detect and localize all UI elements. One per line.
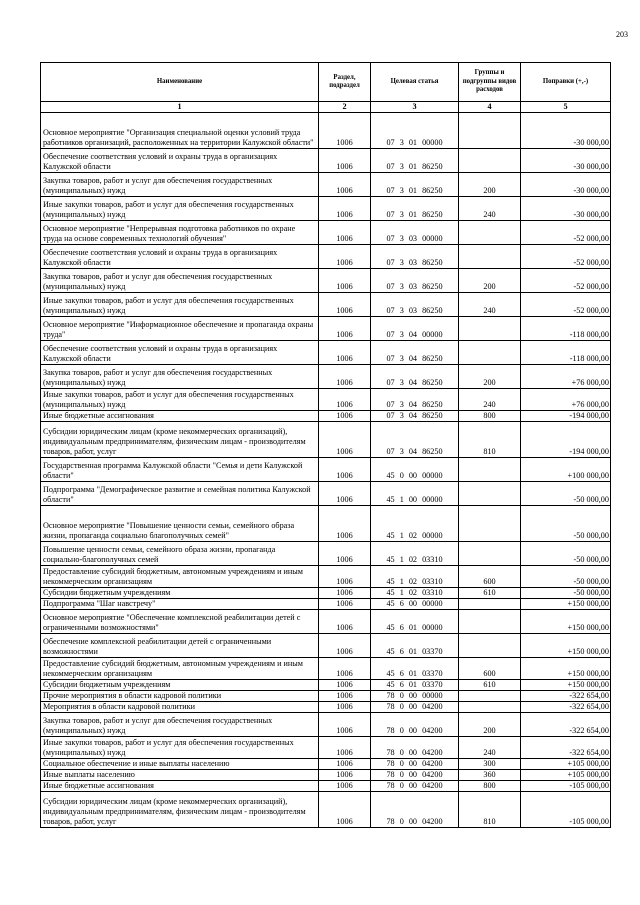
table-row: [41, 588, 611, 599]
row-group-cell: [459, 599, 521, 610]
row-group-cell: 200: [459, 713, 521, 737]
row-group-cell: 240: [459, 737, 521, 759]
row-group-cell: 240: [459, 389, 521, 411]
table-row: [41, 389, 611, 411]
row-amount-cell: -52 000,00: [521, 245, 611, 269]
row-section-cell: 1006: [319, 411, 371, 422]
table-row: [41, 680, 611, 691]
row-group-cell: 810: [459, 792, 521, 828]
budget-amendments-table: [40, 62, 611, 828]
row-name-cell: Субсидии юридическим лицам (кроме некоммерческих организаций), индивидуальным предпринимателям, физическим лицам - производителям товаров, работ, услуг: [41, 792, 319, 828]
row-group-cell: [459, 113, 521, 149]
row-group-cell: [459, 149, 521, 173]
row-amount-cell: -118 000,00: [521, 341, 611, 365]
table-row: [41, 792, 611, 828]
row-amount-cell: -322 654,00: [521, 737, 611, 759]
page-number: 203: [616, 30, 628, 39]
row-name-cell: Мероприятия в области кадровой политики: [41, 702, 319, 713]
row-name-cell: Иные закупки товаров, работ и услуг для обеспечения государственных (муниципальных) нужд: [41, 293, 319, 317]
row-section-cell: 1006: [319, 221, 371, 245]
row-section-cell: 1006: [319, 269, 371, 293]
table-row: [41, 458, 611, 482]
table-row: [41, 610, 611, 634]
row-amount-cell: -105 000,00: [521, 781, 611, 792]
row-section-cell: 1006: [319, 781, 371, 792]
column-number: 5: [521, 102, 611, 113]
row-target-cell: 07 3 04 86250: [371, 422, 459, 458]
row-amount-cell: +105 000,00: [521, 770, 611, 781]
column-number-row: [41, 102, 611, 113]
table-row: [41, 770, 611, 781]
column-number: 2: [319, 102, 371, 113]
row-name-cell: Основное мероприятие "Повышение ценности семьи, семейного образа жизни, пропаганда социально благополучных семей": [41, 506, 319, 542]
row-name-cell: Подпрограмма "Шаг навстречу": [41, 599, 319, 610]
row-target-cell: 07 3 04 86250: [371, 389, 459, 411]
row-group-cell: [459, 691, 521, 702]
row-target-cell: 78 0 00 04200: [371, 759, 459, 770]
row-section-cell: 1006: [319, 389, 371, 411]
row-target-cell: 07 3 03 86250: [371, 245, 459, 269]
row-target-cell: 78 0 00 00000: [371, 691, 459, 702]
row-name-cell: Повышение ценности семьи, семейного образа жизни, пропаганда социально-благополучных семей: [41, 542, 319, 566]
header-name: Наименование: [41, 63, 319, 102]
row-section-cell: 1006: [319, 293, 371, 317]
row-group-cell: [459, 702, 521, 713]
row-target-cell: 78 0 00 04200: [371, 770, 459, 781]
row-target-cell: 78 0 00 04200: [371, 792, 459, 828]
row-amount-cell: +100 000,00: [521, 458, 611, 482]
row-target-cell: 45 1 00 00000: [371, 482, 459, 506]
row-section-cell: 1006: [319, 341, 371, 365]
row-amount-cell: +76 000,00: [521, 389, 611, 411]
row-section-cell: 1006: [319, 680, 371, 691]
table-row: [41, 658, 611, 680]
row-section-cell: 1006: [319, 792, 371, 828]
row-target-cell: 07 3 01 86250: [371, 149, 459, 173]
row-section-cell: 1006: [319, 770, 371, 781]
header-groups: Группы и подгруппы видов расходов: [459, 63, 521, 102]
row-section-cell: 1006: [319, 317, 371, 341]
row-section-cell: 1006: [319, 713, 371, 737]
row-group-cell: [459, 542, 521, 566]
header-amendments: Поправки (+,-): [521, 63, 611, 102]
row-target-cell: 78 0 00 04200: [371, 713, 459, 737]
row-group-cell: [459, 317, 521, 341]
row-name-cell: Иные бюджетные ассигнования: [41, 781, 319, 792]
row-section-cell: 1006: [319, 245, 371, 269]
table-row: [41, 781, 611, 792]
table-row: [41, 341, 611, 365]
row-target-cell: 45 6 00 00000: [371, 599, 459, 610]
row-target-cell: 07 3 03 86250: [371, 269, 459, 293]
row-section-cell: 1006: [319, 422, 371, 458]
row-name-cell: Обеспечение соответствия условий и охраны труда в организациях Калужской области: [41, 341, 319, 365]
row-section-cell: 1006: [319, 566, 371, 588]
table-row: [41, 599, 611, 610]
row-name-cell: Предоставление субсидий бюджетным, автономным учреждениям и иным некоммерческим организациям: [41, 566, 319, 588]
row-amount-cell: -105 000,00: [521, 792, 611, 828]
table-row: [41, 113, 611, 149]
row-amount-cell: -50 000,00: [521, 566, 611, 588]
row-amount-cell: -52 000,00: [521, 221, 611, 245]
row-name-cell: Субсидии юридическим лицам (кроме некоммерческих организаций), индивидуальным предпринимателям, физическим лицам - производителям товаров, работ, услуг: [41, 422, 319, 458]
table-row: [41, 411, 611, 422]
row-amount-cell: -50 000,00: [521, 588, 611, 599]
row-group-cell: [459, 610, 521, 634]
row-name-cell: Предоставление субсидий бюджетным, автономным учреждениям и иным некоммерческим организациям: [41, 658, 319, 680]
row-section-cell: 1006: [319, 610, 371, 634]
row-amount-cell: -194 000,00: [521, 411, 611, 422]
row-section-cell: 1006: [319, 458, 371, 482]
row-group-cell: 600: [459, 658, 521, 680]
header-target: Целевая статья: [371, 63, 459, 102]
table-row: [41, 713, 611, 737]
table-row: [41, 691, 611, 702]
row-amount-cell: +76 000,00: [521, 365, 611, 389]
row-target-cell: 07 3 04 86250: [371, 411, 459, 422]
row-group-cell: 800: [459, 411, 521, 422]
row-amount-cell: +150 000,00: [521, 680, 611, 691]
row-name-cell: Закупка товаров, работ и услуг для обеспечения государственных (муниципальных) нужд: [41, 365, 319, 389]
table-row: [41, 482, 611, 506]
row-amount-cell: -52 000,00: [521, 269, 611, 293]
row-name-cell: Подпрограмма "Демографическое развитие и семейная политика Калужской области": [41, 482, 319, 506]
row-section-cell: 1006: [319, 506, 371, 542]
row-name-cell: Обеспечение соответствия условий и охраны труда в организациях Калужской области: [41, 149, 319, 173]
row-section-cell: 1006: [319, 737, 371, 759]
row-target-cell: 07 3 03 00000: [371, 221, 459, 245]
row-amount-cell: -52 000,00: [521, 293, 611, 317]
table-row: [41, 149, 611, 173]
row-name-cell: Основное мероприятие "Непрерывная подготовка работников по охране труда на основе современных технологий обучения": [41, 221, 319, 245]
row-section-cell: 1006: [319, 149, 371, 173]
row-section-cell: 1006: [319, 173, 371, 197]
column-number: 4: [459, 102, 521, 113]
row-group-cell: 240: [459, 197, 521, 221]
row-section-cell: 1006: [319, 634, 371, 658]
row-group-cell: [459, 221, 521, 245]
row-name-cell: Закупка товаров, работ и услуг для обеспечения государственных (муниципальных) нужд: [41, 173, 319, 197]
row-name-cell: Иные закупки товаров, работ и услуг для обеспечения государственных (муниципальных) нужд: [41, 737, 319, 759]
row-target-cell: 45 0 00 00000: [371, 458, 459, 482]
table-row: [41, 634, 611, 658]
row-target-cell: 07 3 04 86250: [371, 365, 459, 389]
column-number: 3: [371, 102, 459, 113]
row-target-cell: 07 3 01 86250: [371, 173, 459, 197]
row-group-cell: [459, 506, 521, 542]
row-name-cell: Иные выплаты населению: [41, 770, 319, 781]
row-name-cell: Прочие мероприятия в области кадровой политики: [41, 691, 319, 702]
row-target-cell: 07 3 03 86250: [371, 293, 459, 317]
row-name-cell: Иные бюджетные ассигнования: [41, 411, 319, 422]
row-section-cell: 1006: [319, 197, 371, 221]
row-group-cell: 610: [459, 588, 521, 599]
table-row: [41, 365, 611, 389]
row-target-cell: 78 0 00 04200: [371, 737, 459, 759]
row-target-cell: 45 6 01 03370: [371, 680, 459, 691]
row-group-cell: 800: [459, 781, 521, 792]
row-name-cell: Основное мероприятие "Организация специальной оценки условий труда работников организаций, расположенных на территории Калужской области": [41, 113, 319, 149]
table-row: [41, 422, 611, 458]
row-group-cell: 200: [459, 365, 521, 389]
row-group-cell: 810: [459, 422, 521, 458]
row-name-cell: Субсидии бюджетным учреждениям: [41, 588, 319, 599]
row-target-cell: 78 0 00 04200: [371, 781, 459, 792]
row-name-cell: Государственная программа Калужской области "Семья и дети Калужской области": [41, 458, 319, 482]
row-name-cell: Социальное обеспечение и иные выплаты населению: [41, 759, 319, 770]
row-target-cell: 07 3 01 86250: [371, 197, 459, 221]
table-row: [41, 245, 611, 269]
row-group-cell: [459, 458, 521, 482]
row-amount-cell: -30 000,00: [521, 197, 611, 221]
row-name-cell: Иные закупки товаров, работ и услуг для обеспечения государственных (муниципальных) нужд: [41, 197, 319, 221]
row-name-cell: Обеспечение соответствия условий и охраны труда в организациях Калужской области: [41, 245, 319, 269]
header-section: Раздел, подраздел: [319, 63, 371, 102]
row-group-cell: 240: [459, 293, 521, 317]
row-section-cell: 1006: [319, 365, 371, 389]
table-row: [41, 702, 611, 713]
row-amount-cell: -50 000,00: [521, 482, 611, 506]
table-row: [41, 317, 611, 341]
row-target-cell: 07 3 04 86250: [371, 341, 459, 365]
row-section-cell: 1006: [319, 759, 371, 770]
row-amount-cell: +150 000,00: [521, 658, 611, 680]
row-group-cell: [459, 341, 521, 365]
row-target-cell: 45 1 02 03310: [371, 588, 459, 599]
row-section-cell: 1006: [319, 482, 371, 506]
row-section-cell: 1006: [319, 588, 371, 599]
row-group-cell: 200: [459, 173, 521, 197]
row-amount-cell: -194 000,00: [521, 422, 611, 458]
row-target-cell: 45 6 01 00000: [371, 610, 459, 634]
row-target-cell: 07 3 04 00000: [371, 317, 459, 341]
table-row: [41, 269, 611, 293]
row-target-cell: 45 1 02 03310: [371, 542, 459, 566]
table-row: [41, 566, 611, 588]
row-section-cell: 1006: [319, 691, 371, 702]
row-amount-cell: -30 000,00: [521, 149, 611, 173]
row-amount-cell: -50 000,00: [521, 542, 611, 566]
column-number: 1: [41, 102, 319, 113]
row-group-cell: [459, 245, 521, 269]
row-section-cell: 1006: [319, 113, 371, 149]
row-group-cell: 360: [459, 770, 521, 781]
row-name-cell: Основное мероприятие "Обеспечение комплексной реабилитации детей с ограниченными возможностями": [41, 610, 319, 634]
row-group-cell: 300: [459, 759, 521, 770]
row-amount-cell: -322 654,00: [521, 713, 611, 737]
row-name-cell: Закупка товаров, работ и услуг для обеспечения государственных (муниципальных) нужд: [41, 713, 319, 737]
header-row: [41, 63, 611, 102]
table-row: [41, 542, 611, 566]
table-row: [41, 173, 611, 197]
row-target-cell: 45 6 01 03370: [371, 658, 459, 680]
row-name-cell: Обеспечение комплексной реабилитации детей с ограниченными возможностями: [41, 634, 319, 658]
row-name-cell: Основное мероприятие "Информационное обеспечение и пропаганда охраны труда": [41, 317, 319, 341]
row-group-cell: [459, 634, 521, 658]
row-group-cell: [459, 482, 521, 506]
row-target-cell: 45 1 02 03310: [371, 566, 459, 588]
row-section-cell: 1006: [319, 658, 371, 680]
row-target-cell: 45 1 02 00000: [371, 506, 459, 542]
row-name-cell: Иные закупки товаров, работ и услуг для обеспечения государственных (муниципальных) нужд: [41, 389, 319, 411]
row-name-cell: Субсидии бюджетным учреждениям: [41, 680, 319, 691]
row-amount-cell: -50 000,00: [521, 506, 611, 542]
row-amount-cell: +150 000,00: [521, 610, 611, 634]
table-row: [41, 506, 611, 542]
row-amount-cell: -30 000,00: [521, 113, 611, 149]
row-group-cell: 200: [459, 269, 521, 293]
row-amount-cell: +150 000,00: [521, 599, 611, 610]
row-section-cell: 1006: [319, 542, 371, 566]
row-group-cell: 610: [459, 680, 521, 691]
row-target-cell: 07 3 01 00000: [371, 113, 459, 149]
table-row: [41, 197, 611, 221]
row-amount-cell: -30 000,00: [521, 173, 611, 197]
row-amount-cell: -322 654,00: [521, 702, 611, 713]
table-row: [41, 737, 611, 759]
table-row: [41, 759, 611, 770]
table-row: [41, 221, 611, 245]
row-target-cell: 78 0 00 04200: [371, 702, 459, 713]
row-name-cell: Закупка товаров, работ и услуг для обеспечения государственных (муниципальных) нужд: [41, 269, 319, 293]
row-group-cell: 600: [459, 566, 521, 588]
row-section-cell: 1006: [319, 599, 371, 610]
row-section-cell: 1006: [319, 702, 371, 713]
row-amount-cell: -322 654,00: [521, 691, 611, 702]
row-target-cell: 45 6 01 03370: [371, 634, 459, 658]
row-amount-cell: +150 000,00: [521, 634, 611, 658]
row-amount-cell: +105 000,00: [521, 759, 611, 770]
row-amount-cell: -118 000,00: [521, 317, 611, 341]
table-row: [41, 293, 611, 317]
